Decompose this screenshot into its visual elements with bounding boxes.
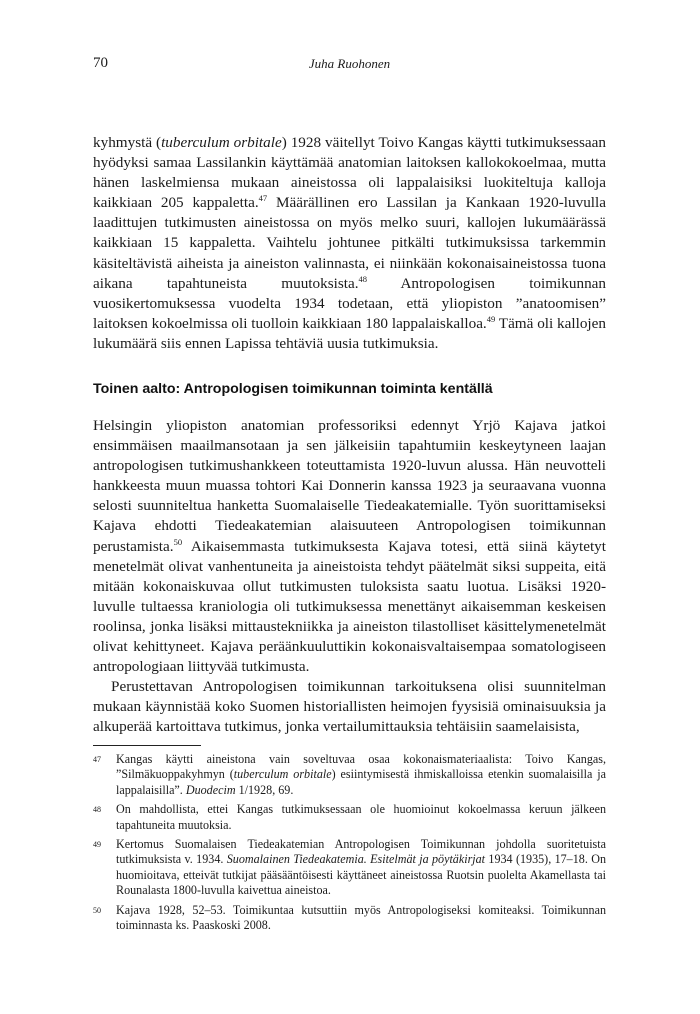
footnotes [93,752,606,937]
footnote-number: 47 [93,755,101,764]
body-paragraph: Perustettavan Antropologisen toimikunnan tarkoituksena olisi suunnitelman mukaan käynnistää koko Suomen historiallisten heimojen fyysisiä ominaisuuksia ja alkuperää kartoittava tutkimus, jonka vertailumittauksia tehtäisiin saamelaisista, [93,678,606,736]
footnote-50: 50 Kajava 1928, 52–53. Toimikuntaa kutsuttiin myös Antropologiseksi komiteaksi. Toimikunnan toiminnasta ks. Paaskoski 2008. [93,902,606,933]
footnote-reference[interactable]: 48 [358,273,368,284]
body-paragraph: Helsingin yliopiston anatomian professoriksi edennyt Yrjö Kajava jatkoi ensimmäisen maailmansotaan ja sen jälkeisiin tapahtumiin keskeytyneen laajan antropologisen tutkimushankkeen toteuttamista 1920-luvun alussa. Hän neuvotteli hankkeesta muun muassa tohtori Kai Donnerin kanssa 1923 ja seuraavana vuonna selosti suunniteltua hanketta Suomalaiselle Tiedeakatemialle. Työn suorittamiseksi Kajava ehdotti Tiedeakatemian alaisuuteen Antropologisen toimikunnan perustamista.$^{50}$ Aikaisemmasta tutkimuksesta Kajava totesi, että siinä käytetyt menetelmät olivat vanhentuneita ja aineistoista tehdyt päätelmät siksi suppeita, eitä mitään kokonaiskuvaa ollut tutkimusten tuloksista saatu luotua. Lisäksi 1920-luvulle tultaessa kraniologia oli tutkimuksessa menettänyt aikaisemman keskeisen roolinsa, jonka lisäksi mittaustekniikka ja aineiston tilastolliset käsittelymenetelmät olivat kehittyneet. Kajava peräänkuuluttikin kokonaisvaltaisempaa somatologiseen antropologiaan liittyvää tutkimusta. [93,417,606,676]
body-paragraph-1-block [93,133,606,354]
latin-term: tuberculum orbitale [161,134,282,151]
running-head-author: Juha Ruohonen [308,56,391,71]
footnote-number: 48 [93,805,101,815]
page-number: 70 [93,55,108,71]
footnote-48: 48 On mahdollista, ettei Kangas tutkimuksessaan ole huomioinut kokoelmassa keruun jälkeen tapahtuneita muutoksia. [93,802,606,832]
body-paragraph-2-block [93,416,606,738]
footnote-47: 47 Kangas käytti aineistona vain soveltuvaa osaa kokonaismateriaalista: Toivo Kangas, ”Silmäkuoppakyhmyn (tuberculum orbitale) esiintymisestä ihmiskalloissa etenkin suomalaisilla ja lappalaisilla”. Duodecim 1/1928, 69. [93,752,607,797]
running-head [93,55,606,75]
body-paragraph: kyhmystä (tuberculum orbitale) 1928 väitellyt Toivo Kangas käytti tutkimuksessaan hyödyksi samaa Lassilankin käyttämää anatomian laitoksen kallokokoelmaa, mutta hänen laskelmiensa mukaan aineistossa oli lappalaisiksi luokiteltuja kalloja kaikkiaan 205 kappaletta.$^{47}$ Määrällinen ero Lassilan ja Kankaan 1920-luvulla laadittujen tutkimusten aineistossa on myös melko suuri, kallojen lukumäärässä kaikkiaan 15 kappaletta. Vaihtelu johtunee pitkälti tutkimuksissa tarkemmin käsiteltävistä aiheista ja aineiston valinnasta, ei niinkään kokonaisaineistossa tuona aikana tapahtuneista muutoksista.$^{48}$ Antropologisen toimikunnan vuosikertomuksessa vuodelta 1934 todetaan, että yliopiston ”anatoomisen” laitoksen kokoelmissa oli tuolloin kaikkiaan 180 lappalaiskalloa.$^{49}$ Tämä oli kallojen lukumäärä siis ennen Lapissa tehtäviä uusia tutkimuksia. [93,134,606,352]
footnote-reference[interactable]: 49 [486,313,496,324]
footnote-reference[interactable]: 50 [173,536,183,547]
footnote-49: 49 Kertomus Suomalaisen Tiedeakatemian Antropologisen Toimikunnan johdolla suoritetuista tutkimuksista v. 1934. Suomalainen Tiedeakatemia. Esitelmät ja pöytäkirjat 1934 (1935), 17–18. On huomioitava, etteivät tutkijat pääsääntöisesti käyttäneet aineistossa Ruotsin puolelta Akamellasta tai Rounalasta 1800-luvulla kaivettua aineistoa. [93,837,606,898]
footnote-number: 50 [93,905,101,915]
footnote-divider [93,745,201,746]
footnote-number: 49 [93,840,101,850]
section-heading: Toinen aalto: Antropologisen toimikunnan toiminta kentällä [93,381,493,397]
footnote-reference[interactable]: 47 [258,193,268,204]
